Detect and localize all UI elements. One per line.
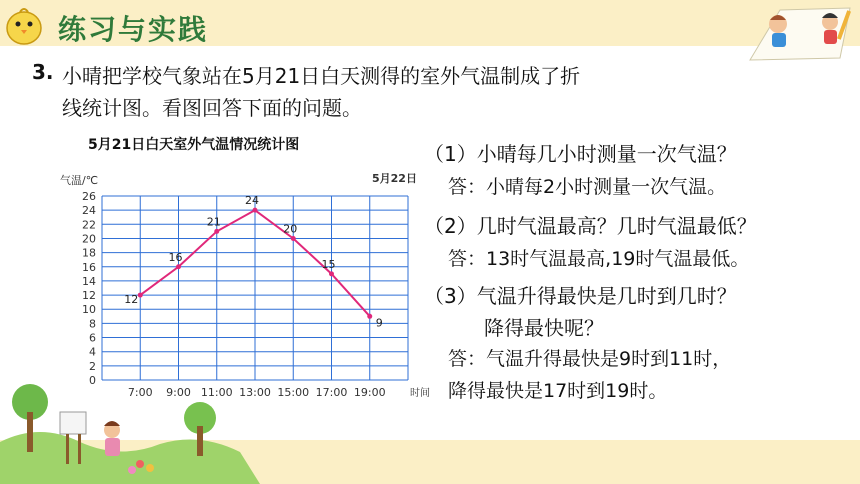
sub-question-1: （1）小晴每几小时测量一次气温？: [424, 142, 737, 166]
x-axis-label: 时间: [410, 388, 430, 399]
y-tick-label: 8: [89, 317, 96, 331]
chart-title: 5月21日白天室外气温情况统计图: [88, 137, 300, 153]
y-tick-label: 12: [82, 289, 96, 303]
y-tick-label: 20: [82, 232, 96, 246]
answer-1: 答：小晴每2小时测量一次气温。: [448, 176, 727, 198]
y-tick-label: 0: [89, 374, 96, 387]
x-tick-label: 19:00: [353, 386, 386, 399]
data-label: 9: [375, 316, 383, 330]
data-point: [253, 208, 258, 213]
data-label: 15: [321, 257, 336, 271]
x-tick-label: 9:00: [166, 386, 191, 399]
data-label: 21: [206, 215, 221, 229]
data-label: 20: [283, 222, 298, 236]
y-tick-label: 22: [82, 218, 96, 232]
y-axis-label: 气温/℃: [60, 174, 99, 187]
question-text-line1: 小晴把学校气象站在5月21日白天测得的室外气温制成了折: [62, 64, 581, 88]
sub-question-2: （2）几时气温最高？几时气温最低？: [424, 214, 757, 238]
answer-3: 答：气温升得最快是9时到11时，: [448, 348, 732, 370]
x-tick-label: 13:00: [239, 386, 271, 399]
corner-date-label: 5月22日: [372, 172, 417, 185]
data-point: [138, 293, 143, 298]
kids-paper-illustration: [740, 0, 860, 70]
data-point: [291, 236, 296, 241]
data-label: 16: [168, 250, 183, 264]
question-text-line2: 线统计图。看图回答下面的问题。: [62, 96, 362, 120]
answer-2: 答：13时气温最高,19时气温最低。: [448, 248, 750, 270]
question-number: 3.: [32, 60, 54, 84]
y-tick-label: 4: [89, 345, 96, 359]
y-tick-label: 24: [82, 204, 96, 218]
data-label: 12: [124, 293, 139, 307]
y-tick-label: 18: [82, 246, 96, 260]
x-tick-label: 15:00: [277, 386, 310, 399]
data-label: 24: [245, 194, 259, 208]
line-chart: [0, 160, 430, 400]
y-tick-label: 16: [82, 260, 96, 274]
answer-3-line2: 降得最快是17时到19时。: [448, 380, 668, 402]
y-tick-label: 14: [82, 274, 96, 288]
y-tick-label: 10: [82, 303, 96, 317]
chick-icon: [2, 6, 46, 46]
sub-question-3: （3）气温升得最快是几时到几时？: [424, 284, 737, 308]
x-tick-label: 17:00: [315, 386, 348, 399]
sub-question-3-line2: 降得最快呢？: [484, 316, 604, 340]
y-tick-label: 6: [89, 331, 96, 345]
y-tick-label: 2: [89, 359, 96, 373]
page-title: 练习与实践: [58, 13, 209, 46]
data-point: [367, 314, 372, 319]
data-point: [214, 229, 219, 234]
data-point: [329, 271, 334, 276]
y-tick-label: 26: [82, 190, 96, 203]
x-tick-label: 11:00: [200, 386, 233, 399]
garden-illustration: [0, 372, 260, 484]
data-point: [176, 264, 181, 269]
x-tick-label: 7:00: [127, 386, 153, 399]
